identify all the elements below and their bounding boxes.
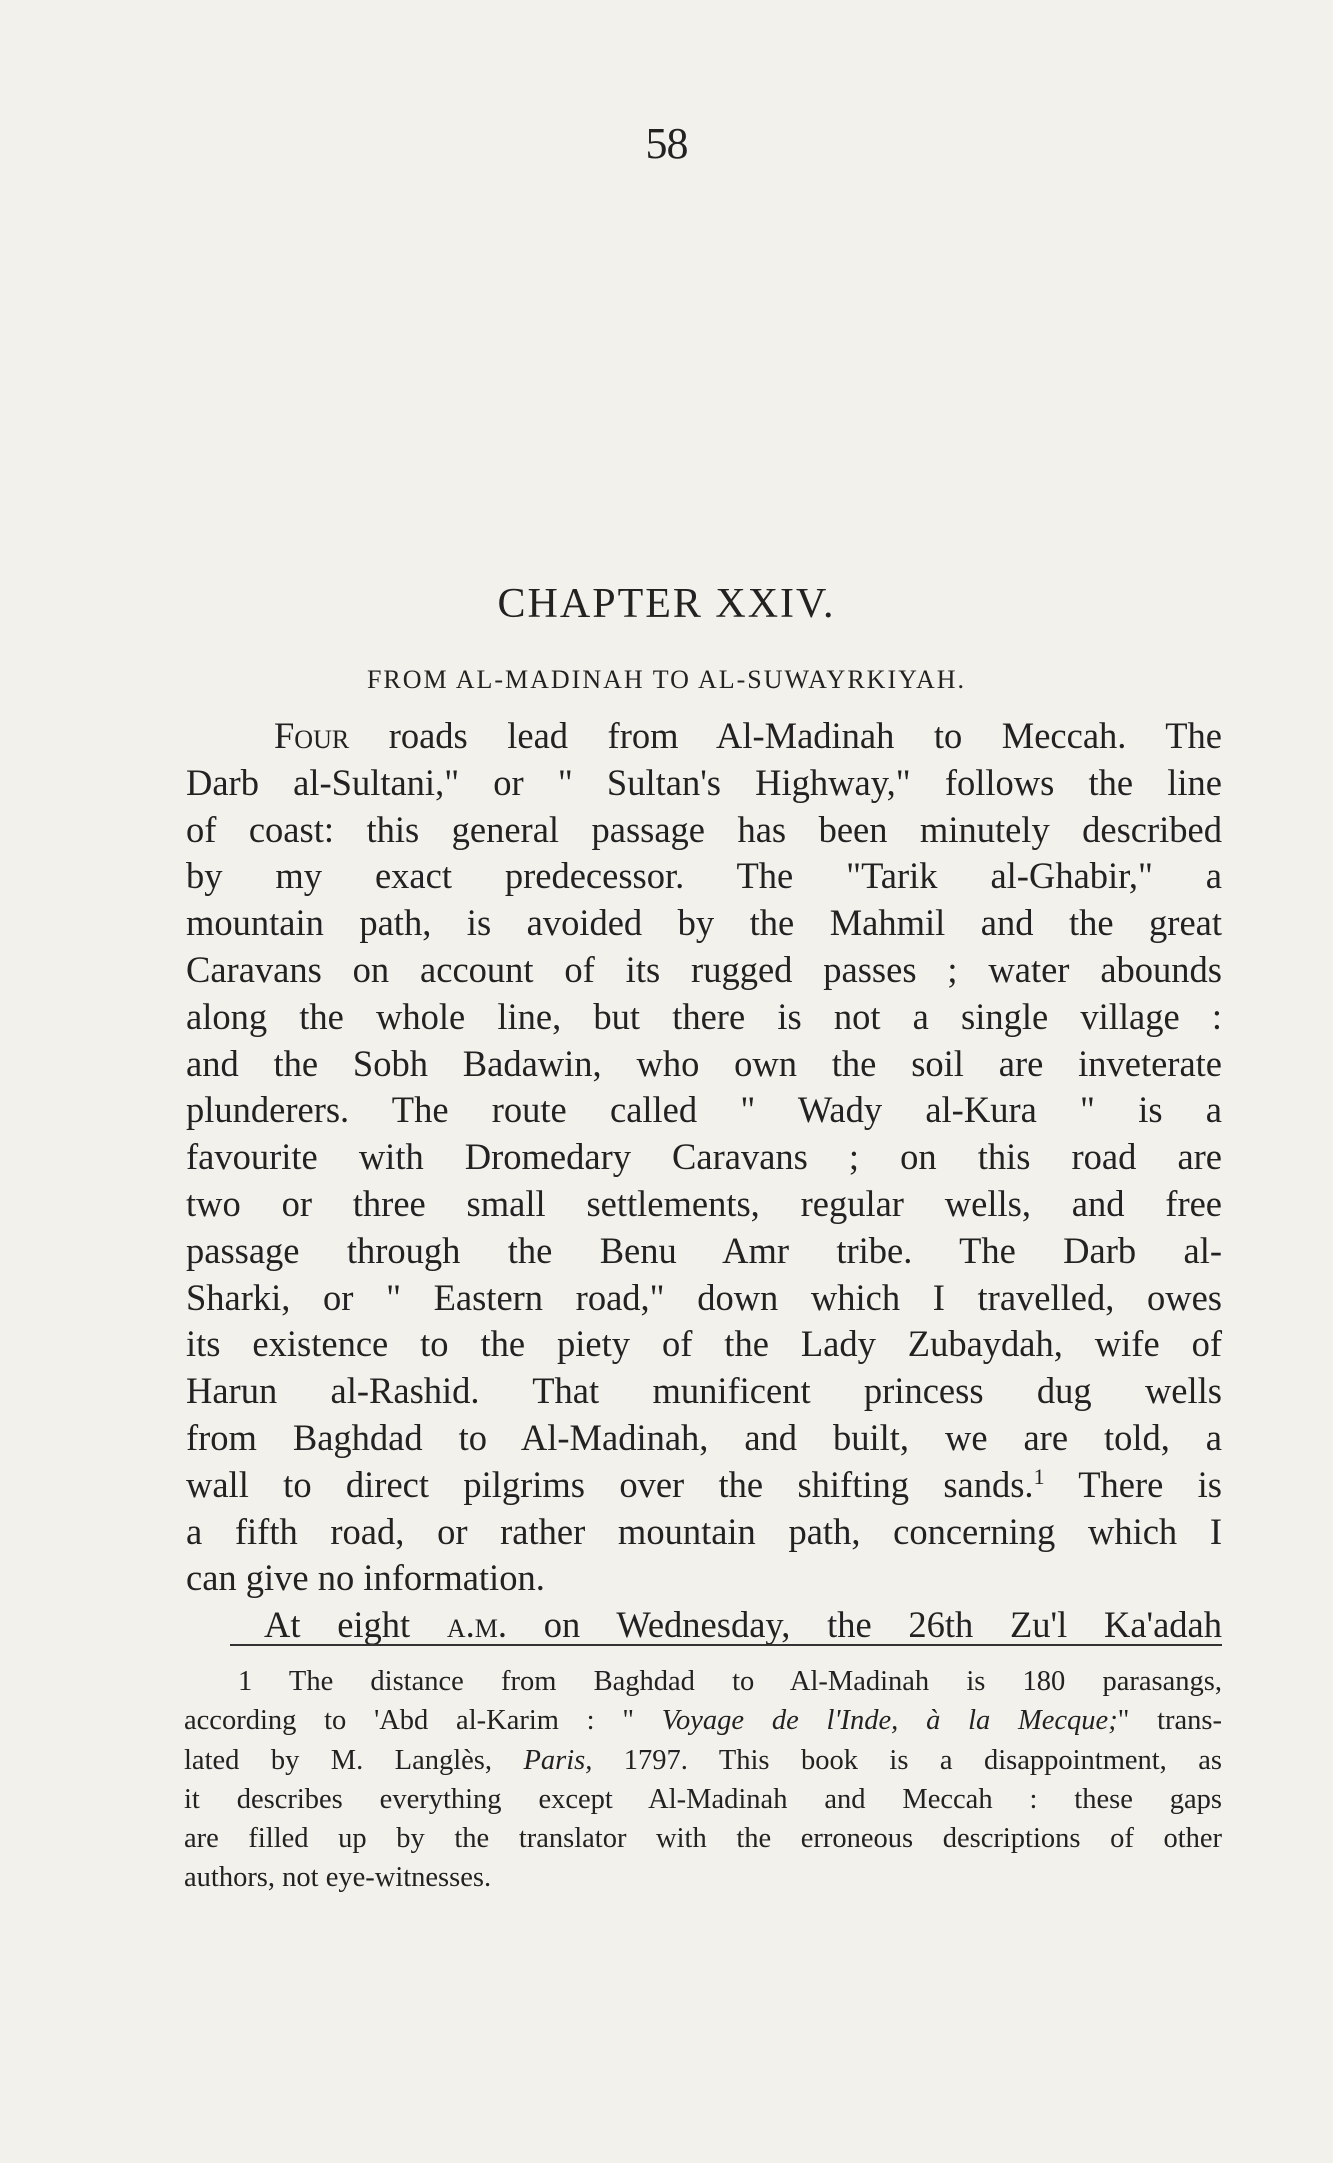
body-line: Sharki, or " Eastern road," down which I travelled, owes bbox=[186, 1276, 1222, 1318]
footnote-marker[interactable]: 1 bbox=[1033, 1463, 1045, 1489]
footnote-line: authors, not eye-witnesses. bbox=[184, 1862, 492, 1894]
footnote-text: according to 'Abd al-Karim : " bbox=[184, 1705, 662, 1737]
body-text bbox=[186, 713, 1222, 1649]
footnote-line bbox=[184, 1662, 1222, 1701]
footnote-line: it describes everything except Al-Madinah and Meccah : these gaps bbox=[184, 1783, 1222, 1815]
time-abbrev: a.m. bbox=[446, 1604, 508, 1646]
body-line-text: There is bbox=[1044, 1463, 1222, 1505]
footnote-line bbox=[184, 1701, 1222, 1740]
body-line bbox=[186, 1462, 1222, 1509]
body-line: from Baghdad to Al-Madinah, and built, we are told, a bbox=[186, 1416, 1222, 1458]
body-line: of coast: this general passage has been minutely described bbox=[186, 808, 1222, 850]
body-line: favourite with Dromedary Caravans ; on this road are bbox=[186, 1136, 1222, 1178]
body-line bbox=[186, 713, 1222, 760]
footnote-italic: Paris, bbox=[523, 1744, 593, 1776]
body-line-text: At eight bbox=[264, 1604, 447, 1646]
body-line: Harun al-Rashid. That munificent princess dug wells bbox=[186, 1370, 1222, 1412]
page-number: 58 bbox=[645, 119, 688, 168]
footnote-text: lated by M. Langlès, bbox=[184, 1744, 524, 1776]
body-line: passage through the Benu Amr tribe. The Darb al- bbox=[186, 1229, 1222, 1271]
body-line: Darb al-Sultani," or " Sultan's Highway," follows the line bbox=[186, 761, 1222, 803]
footnote-italic: Voyage de l'Inde, à la Mecque; bbox=[661, 1705, 1118, 1737]
body-line: by my exact predecessor. The "Tarik al-Ghabir," a bbox=[186, 855, 1222, 897]
footnote-text: " trans- bbox=[1117, 1705, 1222, 1737]
body-line-text: on Wednesday, the 26th Zu'l Ka'adah bbox=[507, 1604, 1223, 1646]
body-line-text: wall to direct pilgrims over the shifting sands. bbox=[186, 1463, 1034, 1505]
body-line: a fifth road, or rather mountain path, concerning which I bbox=[186, 1510, 1222, 1552]
body-line: two or three small settlements, regular wells, and free bbox=[186, 1182, 1222, 1224]
body-line bbox=[186, 1602, 1222, 1649]
body-line: can give no information. bbox=[186, 1557, 545, 1599]
footnote-line bbox=[184, 1741, 1222, 1780]
chapter-title: CHAPTER XXIV. bbox=[497, 581, 836, 627]
body-line: and the Sobh Badawin, who own the soil are inveterate bbox=[186, 1042, 1222, 1084]
footnote-line: are filled up by the translator with the erroneous descriptions of other bbox=[184, 1823, 1222, 1855]
drop-word: Four bbox=[274, 715, 350, 756]
footnote bbox=[184, 1662, 1222, 1898]
chapter-subtitle: FROM AL-MADINAH TO AL-SUWAYRKIYAH. bbox=[366, 665, 967, 694]
footnote-text: 1797. This book is a disappointment, as bbox=[592, 1744, 1222, 1776]
footnote-text: 1 The distance from Baghdad to Al-Madinah is 180 parasangs, bbox=[238, 1666, 1222, 1697]
body-line-text: roads lead from Al-Madinah to Meccah. The bbox=[349, 715, 1222, 756]
body-line: Caravans on account of its rugged passes ; water abounds bbox=[186, 948, 1222, 990]
body-line: plunderers. The route called " Wady al-Kura " is a bbox=[186, 1089, 1222, 1131]
body-line: its existence to the piety of the Lady Zubaydah, wife of bbox=[186, 1323, 1222, 1365]
body-line: mountain path, is avoided by the Mahmil and the great bbox=[186, 902, 1222, 944]
body-line: along the whole line, but there is not a single village : bbox=[186, 995, 1222, 1037]
footnote-rule bbox=[230, 1644, 1222, 1646]
